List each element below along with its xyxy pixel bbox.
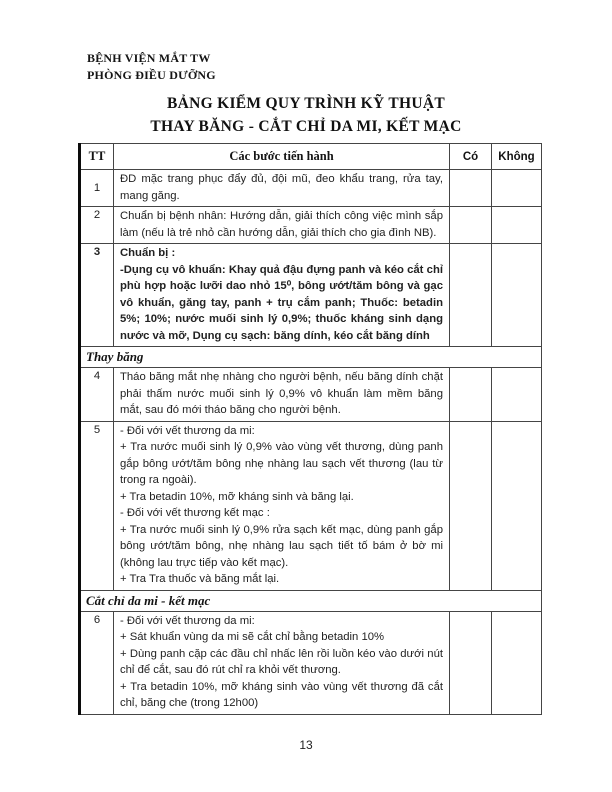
step-paragraph: + Sát khuẩn vùng da mi sẽ cắt chỉ bằng betadin 10% bbox=[120, 631, 385, 643]
column-header-steps: Các bước tiến hành bbox=[114, 144, 450, 170]
step-paragraph: - Đối với vết thương kết mạc : bbox=[120, 507, 270, 519]
row-number: 3 bbox=[80, 244, 114, 347]
no-cell bbox=[492, 170, 542, 207]
column-header-tt: TT bbox=[80, 144, 114, 170]
section-title: Cắt chỉ da mi - kết mạc bbox=[80, 590, 542, 611]
section-title: Thay băng bbox=[80, 347, 542, 368]
step-paragraph: -Dụng cụ vô khuẩn: Khay quả đậu đựng panh và kéo cắt chỉ phù hợp hoặc lưỡi dao nhỏ 15⁰, bông ướt/tăm bông và gạc vô khuẩn, găng tay, panh + trụ cắm panh; Thuốc: betadin 5%; 10%; nước muối sinh lý 0,9%; thuốc kháng sinh dạng nước và mỡ, Dụng cụ sạch: băng dính, kéo cắt băng dính bbox=[120, 263, 443, 342]
row-number: 4 bbox=[80, 368, 114, 422]
step-cell bbox=[114, 368, 450, 422]
yes-cell bbox=[450, 207, 492, 244]
row-number: 2 bbox=[80, 207, 114, 244]
row-number: 5 bbox=[80, 421, 114, 590]
step-paragraph: + Tra betadin 10%, mỡ kháng sinh và băng lại. bbox=[120, 490, 354, 503]
doc-title-line2: THAY BĂNG - CẮT CHỈ DA MI, KẾT MẠC bbox=[150, 118, 462, 135]
section-row-cat-chi bbox=[80, 590, 542, 611]
step-cell bbox=[114, 207, 450, 244]
step-paragraph: + Dùng panh cặp các đầu chỉ nhấc lên rồi luồn kéo vào dưới nút chỉ để cắt, sau đó rút chỉ ra khỏi vết thương. bbox=[120, 647, 443, 676]
document-title bbox=[0, 92, 612, 138]
step-paragraph: + Tra nước muối sinh lý 0,9% rửa sạch kết mạc, dùng panh gắp bông ướt/tăm bông, nhẹ nhàng lau sạch tiết tố bám ở bờ mi (không lau trực tiếp vào kết mạc). bbox=[120, 523, 443, 569]
table-row-1 bbox=[80, 170, 542, 207]
table-row-3 bbox=[80, 244, 542, 347]
no-cell bbox=[492, 611, 542, 714]
yes-cell bbox=[450, 421, 492, 590]
checklist-table bbox=[78, 143, 542, 715]
table-header-row bbox=[80, 144, 542, 170]
org-name-line1: BỆNH VIỆN MẮT TW bbox=[87, 51, 211, 65]
step-paragraph: + Tra nước muối sinh lý 0,9% vào vùng vết thương, dùng panh gắp bông ướt/tăm bông nhẹ nhàng lau sạch vết thương (lau từ trong ra ngoài). bbox=[120, 441, 443, 486]
section-row-thay-bang bbox=[80, 347, 542, 368]
step-cell bbox=[114, 170, 450, 207]
step-cell bbox=[114, 244, 450, 347]
row-number: 6 bbox=[80, 611, 114, 714]
step-cell bbox=[114, 421, 450, 590]
yes-cell bbox=[450, 611, 492, 714]
step-paragraph: Chuẩn bị bệnh nhân: Hướng dẫn, giải thích công việc mình sắp làm (nếu là trẻ nhỏ cần hướng dẫn, giải thích cho gia đình NB). bbox=[120, 210, 443, 239]
table-row-2 bbox=[80, 207, 542, 244]
yes-cell bbox=[450, 170, 492, 207]
step-paragraph: - Đối với vết thương da mi: bbox=[120, 614, 255, 627]
step-cell bbox=[114, 611, 450, 714]
step-paragraph: Chuẩn bị : bbox=[120, 247, 176, 259]
yes-cell bbox=[450, 244, 492, 347]
column-header-yes: Có bbox=[450, 144, 492, 170]
org-name-line2: PHÒNG ĐIỀU DƯỠNG bbox=[87, 68, 216, 82]
no-cell bbox=[492, 244, 542, 347]
step-paragraph: + Tra Tra thuốc và băng mắt lại. bbox=[120, 573, 280, 585]
no-cell bbox=[492, 421, 542, 590]
step-paragraph: ĐD mặc trang phục đẩy đủ, đội mũ, đeo khẩu trang, rửa tay, mang găng. bbox=[120, 173, 443, 202]
no-cell bbox=[492, 207, 542, 244]
table-row-6 bbox=[80, 611, 542, 714]
no-cell bbox=[492, 368, 542, 422]
table-row-5 bbox=[80, 421, 542, 590]
page-number: 13 bbox=[299, 738, 313, 752]
doc-title-line1: BẢNG KIỂM QUY TRÌNH KỸ THUẬT bbox=[166, 95, 446, 112]
table-row-4 bbox=[80, 368, 542, 422]
step-paragraph: - Đối với vết thương da mi: bbox=[120, 424, 255, 437]
column-header-no: Không bbox=[492, 144, 542, 170]
yes-cell bbox=[450, 368, 492, 422]
row-number: 1 bbox=[80, 170, 114, 207]
org-header bbox=[87, 50, 216, 84]
step-paragraph: + Tra betadin 10%, mỡ kháng sinh vào vùng vết thương đã cắt chỉ, băng che (trong 12h00) bbox=[120, 680, 443, 709]
step-paragraph: Tháo băng mắt nhẹ nhàng cho người bệnh, nếu băng dính chặt phải thấm nước muối sinh lý 0,9% vô khuẩn làm mềm băng mắt, sau đó mới tháo băng cho người bệnh. bbox=[120, 371, 443, 416]
